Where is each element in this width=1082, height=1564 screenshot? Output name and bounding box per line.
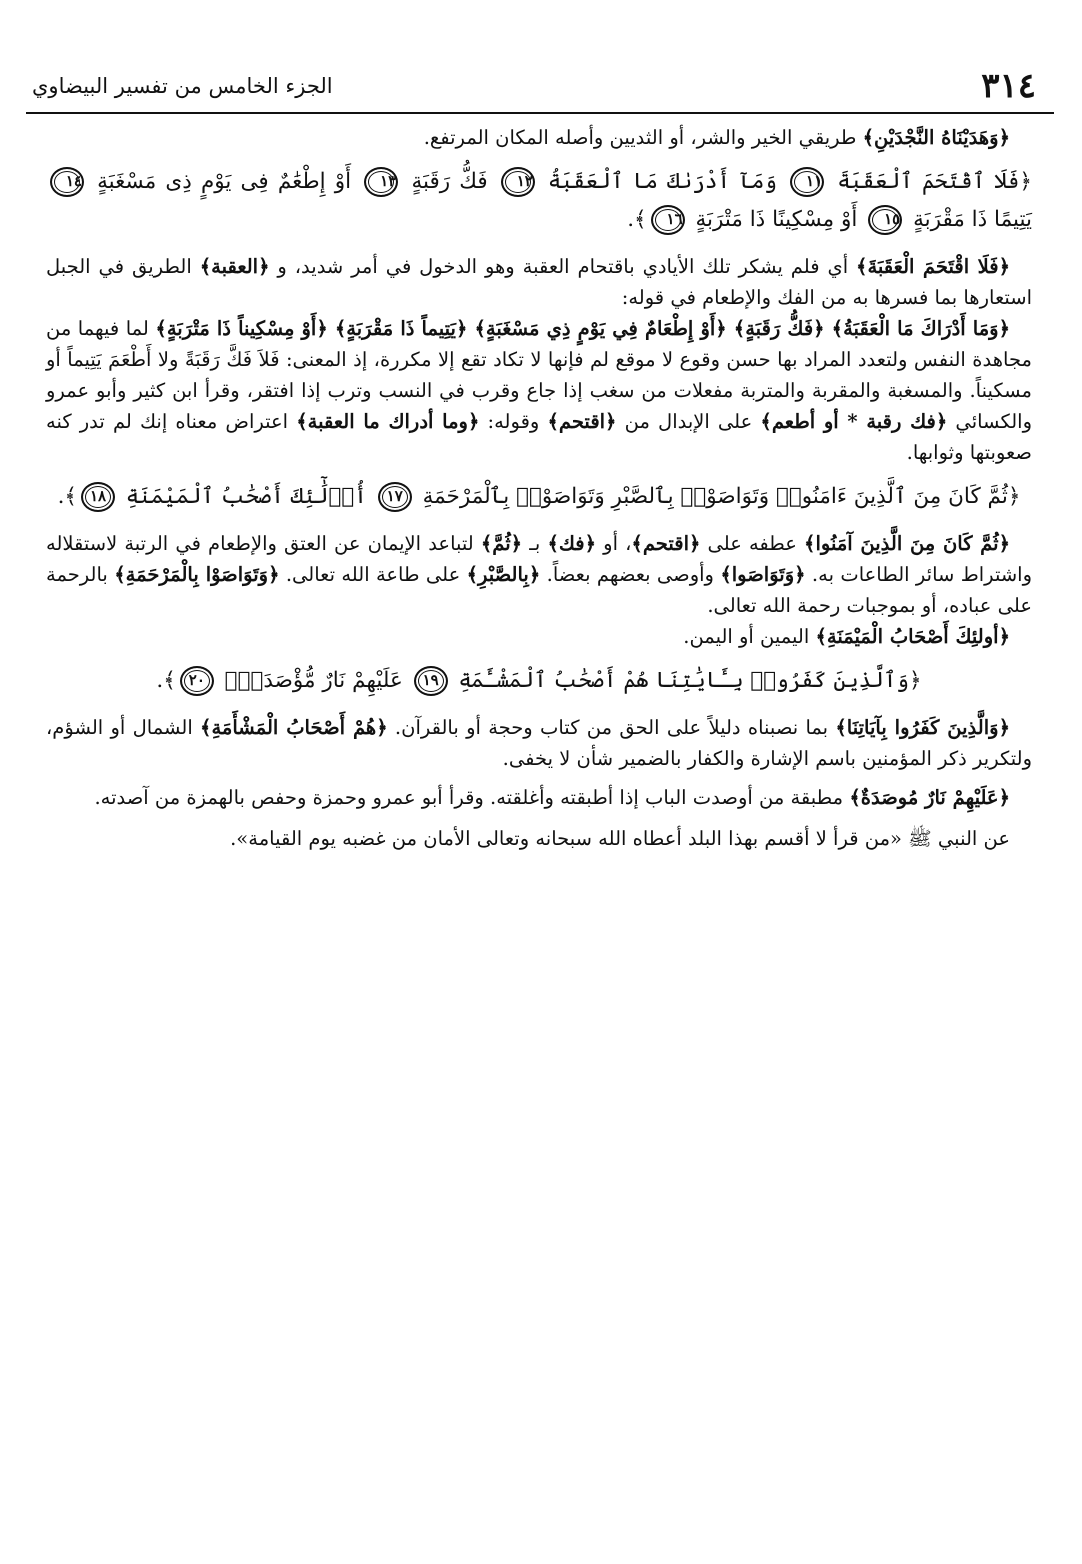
verse-number-marker: ١١ [790, 167, 824, 197]
commentary-text: طريقي الخير والشر، أو الثديين وأصله المكان المرتفع. [423, 126, 863, 149]
verse-number-marker: ٢٠ [180, 666, 214, 696]
verse-block-1 [46, 163, 1032, 239]
verse-text: أَوْ إِطْعَٰمٌ فِى يَوْمٍ ذِى مَسْغَبَةٍ [97, 169, 352, 194]
quran-quote: ﴿اقتحم﴾ [631, 532, 701, 555]
verse-number-marker: ١٢ [501, 167, 535, 197]
verse-text: أَوْ مِسْكِينًا ذَا مَتْرَبَةٍ [695, 207, 858, 232]
page-body [46, 122, 1032, 854]
page-header [26, 60, 1054, 110]
quran-quote: ﴿وَمَا أَدْرَاكَ مَا الْعَقَبَةُ﴾ ﴿فَكُّ رَقَبَةٍ﴾ ﴿أَوْ إِطْعَامٌ فِي يَوْمٍ ذِي مَسْغَبَةٍ﴾ ﴿يَتِيماً ذَا مَقْرَبَةٍ﴾ ﴿أَوْ مِسْكِيناً ذَا مَتْرَبَةٍ﴾ [155, 317, 1010, 340]
quran-quote: ﴿اقتحم﴾ [547, 410, 617, 433]
quran-quote: ﴿وَهَدَيْنَاهُ النَّجْدَيْنِ﴾ [862, 126, 1010, 149]
commentary-paragraph-3 [46, 313, 1032, 468]
verse-close: ﴾. [57, 484, 77, 509]
quran-quote: ﴿عَلَيْهِمْ نَارٌ مُوصَدَةٌ﴾ [849, 786, 1010, 809]
commentary-text: لتباعد الإيمان عن العتق والإطعام في الرتبة لاستقلاله واشتراط سائر الطاعات به. [46, 532, 1033, 586]
commentary-text: لما فيهما من مجاهدة النفس ولتعدد المراد بها حسن وقوع لا موقع لم فإنها لا تكاد تقع إلا مكررة، إذ المعنى: فَلاَ فَكَّ رَقَبَةً ولا أَطْعَمَ يَتِيماً أو مسكيناً. والمسغبة والمقربة والمتربة مفعلات من سغب إذا جاع وقرب في النسب وترب إذا افتقر، وقرأ ابن كثير وأبو عمرو والكسائي [46, 317, 1032, 433]
verse-close: ﴾. [627, 207, 647, 232]
running-title: الجزء الخامس من تفسير البيضاوي [32, 74, 333, 98]
commentary-text: بالرحمة على عباده، أو بموجبات رحمة الله تعالى. [46, 563, 1032, 617]
commentary-text: وأوصى بعضهم بعضاً. [540, 563, 721, 586]
commentary-paragraph-5 [46, 621, 1032, 652]
verse-text: عَلَيْهِمْ نَارٌ مُّؤْصَدَةٌۢ [224, 668, 403, 693]
quran-quote: ﴿ثُمَّ كَانَ مِنَ الَّذِينَ آمَنُوا﴾ [804, 532, 1011, 555]
commentary-text: وقوله: [479, 410, 548, 433]
quran-quote: ﴿وَالَّذِينَ كَفَرُوا بِآيَاتِنَا﴾ [835, 716, 1010, 739]
quran-quote: ﴿وَتَوَاصَوْا بِالْمَرْحَمَةِ﴾ [114, 563, 280, 586]
page-number: ٣١٤ [981, 66, 1036, 106]
verse-block-3 [46, 662, 1032, 700]
commentary-text: عطفه على [700, 532, 805, 555]
spacer [46, 774, 1032, 782]
quran-quote: ﴿فك رقبة * أو أطعم﴾ [760, 410, 948, 433]
commentary-text: أي فلم يشكر تلك الأيادي باقتحام العقبة وهو الدخول في أمر شديد، و [269, 255, 857, 278]
verse-number-marker: ١٦ [651, 205, 685, 235]
quran-quote: ﴿هُمْ أَصْحَابُ الْمَشْأَمَةِ﴾ [200, 716, 388, 739]
verse-text: ﴿فَلَا ٱقْتَحَمَ ٱلْعَقَبَةَ [837, 169, 1032, 194]
hadith-text: عن النبي ﷺ «من قرأ لا أقسم بهذا البلد أعطاه الله سبحانه وتعالى الأمان من غضبه يوم القيامة». [230, 827, 1010, 850]
commentary-text: اليمين أو اليمن. [683, 625, 816, 648]
quran-quote: ﴿وَتَوَاصَوا﴾ [720, 563, 806, 586]
quran-quote: ﴿أولئِكَ أَصْحَابُ الْمَيْمَنَةِ﴾ [815, 625, 1010, 648]
commentary-text: بـ [522, 532, 548, 555]
verse-number-marker: ١٧ [378, 482, 412, 512]
quran-quote: ﴿ثُمَّ﴾ [480, 532, 523, 555]
commentary-paragraph-4 [46, 528, 1032, 621]
verse-block-2 [46, 478, 1032, 516]
quran-quote: ﴿وما أدراك ما العقبة﴾ [296, 410, 480, 433]
verse-text: يَتِيمًا ذَا مَقْرَبَةٍ [913, 207, 1032, 232]
verse-number-marker: ١٣ [364, 167, 398, 197]
quran-quote: ﴿فَلَا اقْتَحَمَ الْعَقَبَةَ﴾ [856, 255, 1010, 278]
commentary-text: الشمال أو الشؤم، ولتكرير ذكر المؤمنين باسم الإشارة والكفار بالضمير شأن لا يخفى. [46, 716, 1032, 770]
verse-text: ﴿وَٱلَّذِينَ كَفَرُوا۟ بِـَٔايَٰتِنَا هُمْ أَصْحَٰبُ ٱلْمَشْـَٔمَةِ [458, 668, 922, 693]
verse-text: وَمَآ أَدْرَىٰكَ مَا ٱلْعَقَبَةُ [547, 169, 777, 194]
verse-close: ﴾. [156, 668, 176, 693]
verse-number-marker: ١٤ [50, 167, 84, 197]
verse-number-marker: ١٩ [414, 666, 448, 696]
commentary-text: ، أو [596, 532, 632, 555]
commentary-paragraph-2 [46, 251, 1032, 313]
quran-quote: ﴿العقبة﴾ [199, 255, 270, 278]
commentary-text: الطريق في الجبل استعارها بما فسرها به من الفك والإطعام في قوله: [46, 255, 1032, 309]
commentary-text: مطبقة من أوصدت الباب إذا أطبقته وأغلقته. وقرأ أبو عمرو وحمزة وحفص بالهمزة من آصدته. [94, 786, 850, 809]
verse-number-marker: ١٥ [868, 205, 902, 235]
verse-number-marker: ١٨ [81, 482, 115, 512]
hadith-note [46, 823, 1032, 854]
quran-quote: ﴿بِالصَّبْرِ﴾ [466, 563, 541, 586]
verse-text: أُو۟لَٰٓئِكَ أَصْحَٰبُ ٱلْمَيْمَنَةِ [125, 484, 367, 509]
verse-text: فَكُّ رَقَبَةٍ [411, 169, 488, 194]
commentary-paragraph-7 [46, 782, 1032, 813]
header-divider [26, 112, 1054, 114]
verse-text: ﴿ثُمَّ كَانَ مِنَ ٱلَّذِينَ ءَامَنُوا۟ وَتَوَاصَوْا۟ بِٱلصَّبْرِ وَتَوَاصَوْا۟ بِٱلْمَرْحَمَةِ [422, 484, 1021, 509]
commentary-text: بما نصبناه دليلاً على الحق من كتاب وحجة أو بالقرآن. [387, 716, 836, 739]
commentary-text: على طاعة الله تعالى. [279, 563, 467, 586]
quran-quote: ﴿فك﴾ [547, 532, 597, 555]
commentary-text: على الإبدال من [616, 410, 761, 433]
commentary-paragraph-1 [46, 122, 1032, 153]
commentary-paragraph-6 [46, 712, 1032, 774]
commentary-text: اعتراض معناه إنك لم تدر كنه صعوبتها وثوابها. [46, 410, 1032, 464]
